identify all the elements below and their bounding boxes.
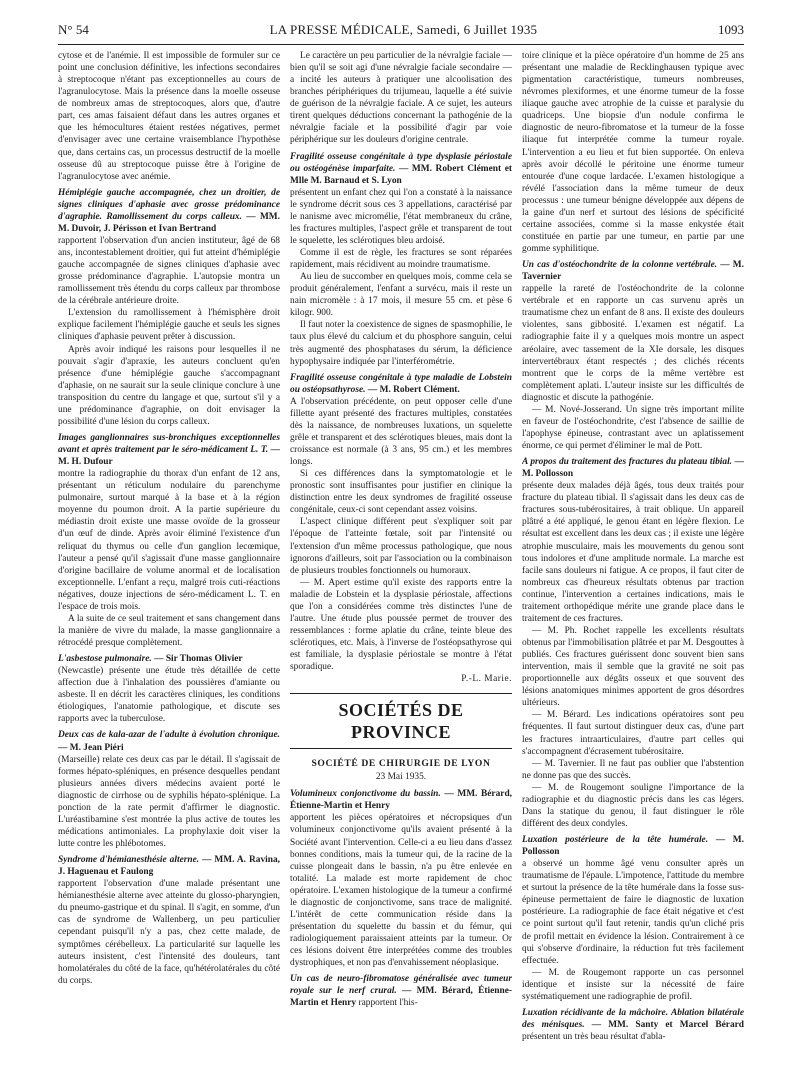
issue-number: N° 54 [58,22,89,37]
section-title: Luxation postérieure de la tête humérale. — M. Pollosson [522,835,744,858]
section-title: Luxation récidivante de la mâchoire. Ablation bilatérale des ménisques. — MM. Santy et Marcel Bérard présentent un très beau résultat d'abla- [522,1007,744,1042]
paragraph: rapportent l'observation d'un ancien instituteur, âgé de 68 ans, incontestablement droitier, qui fut atteint d'hémiplégie gauche accompagnée de signes cliniques d'aphasie avec grosse prédominance d'agraphie. L'autopsie montra un ramollissement très étendu du corps calleux par thrombose de la cérébrale antérieure droite. [58,235,280,307]
paragraph: (Marseille) relate ces deux cas par le détail. Il s'agissait de formes hépato-spléniques, en présence desquelles pendant plusieurs années divers médecins avaient porté le diagnostic de cirrhose ou de syphilis hépato-splénique. La ponction de la rate permit d'affirmer le diagnostic. L'uréastibamine s'est montrée la plus active de toutes les médications antimoniales. La prophylaxie doit viser la lutte contre les phlébotomes. [58,754,280,849]
society-heading: SOCIÉTÉ DE CHIRURGIE DE LYON [311,758,491,770]
session-date: 23 Mai 1935. [375,772,427,783]
section-title: A propos du traitement des fractures du plateau tibial. — M. Pollosson [522,457,744,480]
column-3 [522,50,744,1078]
paragraph: L'extension du ramollissement à l'hémisphère droit explique facilement l'hémiplégie gauche et seuls les signes cliniques d'aphasie peuvent prêter à discussion. [58,308,280,343]
column-2 [290,50,512,1078]
paragraph: Comme il est de règle, les fractures se sont réparées rapidement, mais récidivent au moindre traumatisme. [290,248,512,271]
section-title: Fragilité osseuse congénitale à type dysplasie périostale ou ostéogénèse imparfaite. — MM. Robert Clément et Mlle M. Barnaud et S. Lyon [290,151,512,186]
paragraph: présente deux malades déjà âgés, tous deux traités pour fracture du plateau tibial. Il s'agissait dans les deux cas de fractures sous-tubérositaires, à trait oblique. Un appareil plâtré a été appliqué, le genou étant en légère flexion. Le résultat est excellent dans les deux cas ; il existe une légère atrophie musculaire, mais les mouvements du genou sont tous indolores et d'une amplitude normale. La marche est facile sans douleurs ni fatigue. A ce propos, il faut citer de nombreux cas d'heureux résultats obtenus par traction continue, l'intervention a certaines indications, mais le traitement orthopédique mérite une grande place dans le traitement de ces fractures. [522,481,744,624]
section-title: Un cas d'ostéochondrite de la colonne vertébrale. — M. Tavernier [522,260,744,283]
page-number: 1093 [718,22,744,37]
paragraph: (Newcastle) présente une étude très détaillée de cette affection due à l'inhalation des poussières d'amiante ou asbeste. Il en décrit les caractères cliniques, les conditions étiologiques, l'anatomie pathologique, et discute ses rapports avec la tuberculose. [58,666,280,725]
paragraph: Le caractère un peu particulier de la névralgie faciale — bien qu'il se soit agi d'une névralgie faciale secondaire — a incité les auteurs à pratiquer une alcoolisation des branches périphériques du trijumeau, laquelle a été suivie de guérison de la névralgie faciale. A ce sujet, les auteurs tirent quelques déductions concernant la pathogénie de la névralgie faciale et la possibilité d'agir par voie périphérique sur les douleurs d'origine centrale. [290,51,512,146]
paragraph: Au lieu de succomber en quelques mois, comme cela se produit généralement, l'enfant a survécu, mais il reste un nain micromèle : à 17 mois, il mesure 55 cm. et pèse 6 kilogr. 900. [290,272,512,319]
paragraph: Après avoir indiqué les raisons pour lesquelles il ne pouvait s'agir d'apraxie, les auteurs concluent qu'en présence d'une hémiplégie gauche s'accompagnant d'aphasie, on ne saurait sur la seule clinique conclure à une transposition du centre du langage et que, surtout s'il y a une prédominance d'agraphie, on doit envisager la possibilité d'une lésion du corps calleux. [58,344,280,427]
column-1 [58,50,280,1078]
paragraph: apportent les pièces opératoires et nécropsiques d'un volumineux conjonctivome qu'ils avaient présenté à la Société avant l'intervention. Celle-ci a eu lieu dans d'assez bonnes conditions, mais la tumeur qui, de la racine de la cuisse plongeait dans le bassin, n'a pu être enlevée en totalité. La malade est morte rapidement de choc opératoire. L'examen histologique de la tumeur a confirmé le diagnostic de conjonctivome, sans trace de malignité. L'intérêt de cette communication réside dans la présentation du squelette du bassin et du fémur, qui radiologiquement paraissaient atteints par la tumeur. Or ces lésions doivent être interprétées comme des troubles dystrophiques, et non pas d'envahissement néoplasique. [290,813,512,969]
header-rule [58,44,744,45]
journal-title: LA PRESSE MÉDICALE, Samedi, 6 Juillet 1935 [269,22,538,37]
paragraph: A la suite de ce seul traitement et sans changement dans la manière de vivre du malade, la masse ganglionnaire a rétrocédé presque complètement. [58,613,280,648]
page-header [58,22,744,42]
paragraph: — M. de Rougemont rapporte un cas personnel identique et insiste sur la nécessité de faire systématiquement une radiographie de profil. [522,967,744,1002]
section-title: Hémiplégie gauche accompagnée, chez un droitier, de signes cliniques d'aphasie avec grosse prédominance d'agraphie. Ramollissement du corps calleux. — MM. M. Duvoir, J. Périsson et Ivan Bertrand [58,187,280,234]
paragraph: cytose et de l'anémie. Il est impossible de formuler sur ce point une conclusion définitive, les infections secondaires à streptocoque n'étant pas exceptionnelles au cours de l'agranulocytose. Mais la présence dans la moelle osseuse de nombreux amas de streptocoques, alors que, d'autre part, ces amas faisaient défaut dans les autres organes et que les hémocultures étaient restées négatives, permet d'envisager avec une certaine vraisemblance l'hypothèse que, dans certains cas, un processus destructif de la moelle osseuse dû au streptocoque puisse être à l'origine de l'agranulocytose avec anémie. [58,51,280,182]
paragraph: rappelle la rareté de l'ostéochondrite de la colonne vertébrale et en rapporte un cas survenu après un traumatisme chez un enfant de 8 ans. Il existe des douleurs violentes, sans gibbosité. L'examen est négatif. La radiographie faite il y a quelques mois montre un aspect aréolaire, avec tassement de la XIe dorsale, les disques intervertébraux étant respectés ; des clichés récents montrent que le corps de la même vertèbre est complètement aplati. L'auteur insiste sur les difficultés de diagnostic et discute la pathogénie. [522,284,744,403]
paragraph: a observé un homme âgé venu consulter après un traumatisme de l'épaule. L'impotence, l'attitude du membre et surtout la présence de la tête humérale dans la fosse sus-épineuse permettaient de faire le diagnostic de luxation postérieure. La radiographie de face était négative et c'est ce point surtout qu'il faut retenir, tandis qu'un cliché pris de profil mettait en évidence la lésion. Contrairement à ce qui s'observe d'ordinaire, la réduction fut très facilement effectuée. [522,859,744,966]
section-title: Images ganglionnaires sus-bronchiques exceptionnelles avant et après traitement par le séro-médicament L. T. — M. H. Dufour [58,432,280,468]
paragraph: L'aspect clinique différent peut s'expliquer soit par l'époque de l'atteinte fœtale, soit par l'intensité ou l'extension d'un même processus pathologique, que nous ignorons d'ailleurs, soit par l'association ou la combinaison de plusieurs troubles fonctionnels ou humoraux. [290,517,512,576]
paragraph: — M. Ph. Rochet rappelle les excellents résultats obtenus par l'immobilisation plâtrée et par M. Desgouttes à publiés. Ces fractures guérissent donc souvent bien sans intervention, mais il semble que la gravité ne soit pas proportionnelle aux dégâts osseux et que souvent des lésions anatomiques minimes apportent de gros désordres ultérieurs. [522,625,744,709]
section-title: Deux cas de kala-azar de l'adulte à évolution chronique. — M. Jean Piéri [58,730,280,753]
paragraph: — M. Tavernier. Il ne faut pas oublier que l'abstention ne donne pas que des succès. [522,758,744,781]
section-title: Syndrome d'hémianesthésie alterne. — MM. A. Ravina, J. Haguenau et Faulong [58,855,280,878]
section-title: Un cas de neuro-fibromatose généralisée avec tumeur royale sur le nerf crural. — MM. Bérard, Étienne-Martin et Henry rapportent l'his- [290,974,512,1009]
paragraph: A l'observation précédente, on peut opposer celle d'une fillette ayant présenté des fractures multiples, constatées dès la naissance, de nombreuses luxations, un squelette grêle et transparent et des sclérotiques bleues, mais dont la croissance est normale (à 3 ans, 95 cm.) et les membres longs. [290,396,512,468]
section-title: Fragilité osseuse congénitale à type maladie de Lobstein ou ostéopsathyrose. — M. Robert Clément. [290,372,512,395]
paragraph: montre la radiographie du thorax d'un enfant de 12 ans, présentant un réticulum nodulaire du parenchyme pulmonaire, surtout marqué à la base et à la région moyenne du poumon droit. A la partie supérieure du médiastin droit existe une masse ovoïde de la grosseur d'un œuf de dinde. Après avoir éliminé l'existence d'un reliquat du thymus ou celle d'un ganglion lecœmique, l'auteur a pensé qu'il s'agissait d'une masse ganglionnaire d'origine bacillaire de volume anormal et de localisation exceptionnelle. L'enfant a reçu, malgré trois cuti-réactions négatives, douze injections de séro-médicament L. T. en l'espace de trois mois. [58,469,280,612]
section-banner: SOCIÉTÉS DE PROVINCE [290,693,512,749]
paragraph: — M. Bérard. Les indications opératoires sont peu fréquentes. Il faut surtout distinguer deux cas, d'une part les fractures intraarticulaires, d'autre part celles qui s'accompagnent d'écrasement tubérositaire. [522,710,744,757]
section-title: L'asbestose pulmonaire. — Sir Thomas Olivier [58,654,243,665]
paragraph: Il faut noter la coexistence de signes de spasmophilie, le taux plus élevé du calcium et du phosphore sanguin, celui très augmenté des phosphatases du sérum, la déficience hypophysaire indiquée par l'interférométrie. [290,320,512,367]
paragraph: présentent un enfant chez qui l'on a constaté à la naissance le syndrome décrit sous ces 3 appellations, caractérisé par le nanisme avec micromélie, l'état membraneux du crâne, les fractures multiples, l'aspect grêle et transparent de tout le squelette, les sclérotiques bleu ardoisé. [290,187,512,246]
paragraph: — M. Apert estime qu'il existe des rapports entre la maladie de Lobstein et la dysplasie périostale, affections que l'on a considérées comme très distinctes l'une de l'autre. Une étude plus poussée permet de trouver des ressemblances : forme aplatie du crâne, teinte bleue des sclérotiques, etc. Mais, à l'inverse de l'ostéopsathyrose qui est familiale, la dysplasie périostale se montre à l'état sporadique. [290,577,512,673]
paragraph: rapportent l'observation d'une malade présentant une hémianesthésie alterne avec atteinte du glosso-pharyngien, du pneumo-gastrique et du spinal. Il s'agit, en somme, d'un cas de syndrome de Wallenberg, un peu particulier cependant puisqu'il n'y a pas, chez cette malade, de symptômes cérébelleux. La particularité sur laquelle les auteurs insistent, c'est l'intensité des douleurs, tant homolatérales du côté de la face, qu'hétérolatérales du côté du corps. [58,879,280,986]
paragraph: — M. Nové-Josserand. Un signe très important milite en faveur de l'ostéochondrite, c'est l'absence de saillie de l'apophyse épineuse, contrastant avec un aplatissement énorme, ce qui permet d'éliminer le mal de Pott. [522,404,744,451]
signature: P.-L. Marie. [461,674,512,685]
section-title: Volumineux conjonctivome du bassin. — MM. Bérard, Étienne-Martin et Henry [290,789,512,812]
paragraph: Si ces différences dans la symptomatologie et le pronostic sont insuffisantes pour justifier en clinique la distinction entre les deux syndromes de fragilité osseuse congénitale, ceux-ci sont cependant assez voisins. [290,469,512,516]
paragraph: — M. de Rougemont souligne l'importance de la radiographie et du diagnostic précis dans les cas légers. Dans la statique du genou, il faut distinguer le rôle différent des deux condyles. [522,782,744,829]
paragraph: toire clinique et la pièce opératoire d'un homme de 25 ans présentant une maladie de Recklinghausen typique avec pigmentation caractéristique, tumeurs nombreuses, névromes plexiformes, et une énorme tumeur de la fosse iliaque gauche avec atrophie de la cuisse et paralysie du quadriceps. Une biopsie d'un nodule confirma le diagnostic de neuro-fibromatose et la tumeur de la fosse iliaque fut interprétée comme la tumeur royale. L'intervention a eu lieu et fut bien supportée. On enleva après avoir décollé le péritoine une énorme tumeur entourée d'une coque lardacée. L'examen histologique a révélé l'association dans la même tumeur de deux processus : une tumeur bénigne développée aux dépens de la gaine d'un nerf et surtout des lésions de spécificité certaine associées, comme si la masse enkystée était constituée en partie par une tumeur, en partie par une gomme syphilitique. [522,51,744,254]
